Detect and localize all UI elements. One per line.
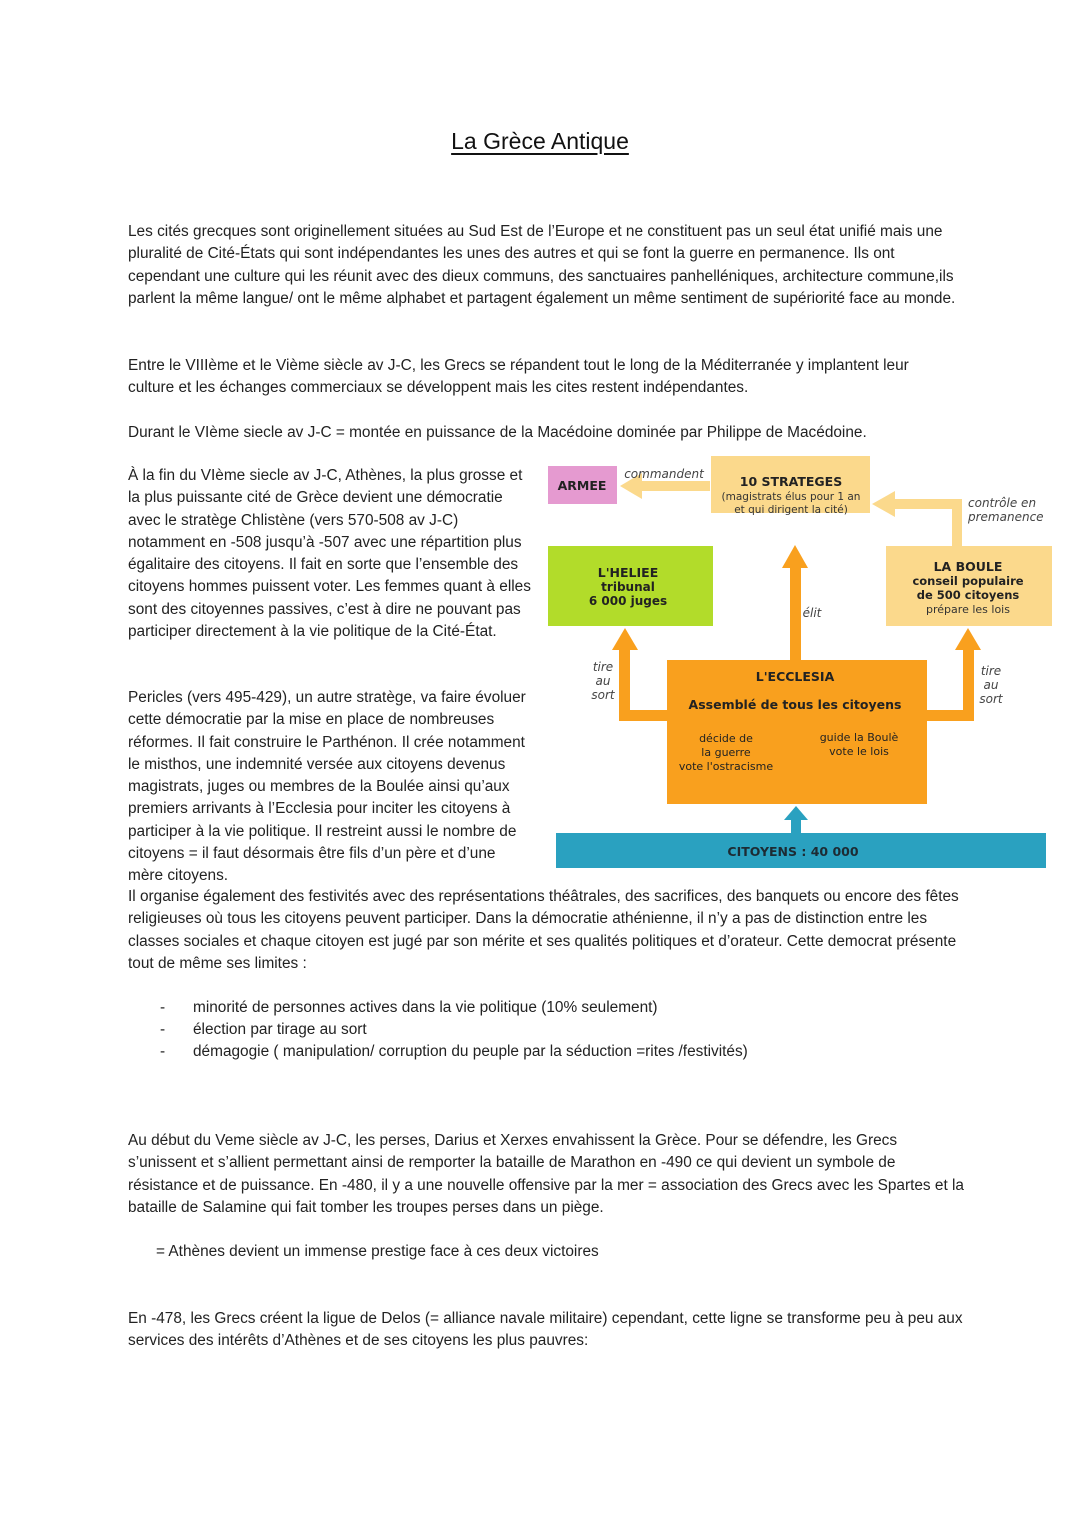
elit-label: élit <box>802 606 822 620</box>
strateges-sub-2: et qui dirigent la cité) <box>734 504 848 516</box>
boule-title: LA BOULE <box>933 559 1003 574</box>
tire-au-sort-left-arrow <box>612 628 669 721</box>
sort-label-left: sort <box>591 688 615 702</box>
commandent-label: commandent <box>624 467 704 481</box>
ecclesia-title: L'ECCLESIA <box>755 669 835 684</box>
citoyens-arrow <box>784 806 808 833</box>
tire-au-sort-right-arrow <box>926 628 981 721</box>
tire-label-right: tire <box>980 664 1002 678</box>
sort-label-right: sort <box>979 692 1003 706</box>
paragraph-mediterranee: Entre le VIIIème et le Vième siècle av J-C, les Grecs se répandent tout le long de la Méditerranée y implantent leur culture et les échanges commerciaux se développent mais les cites restent indépendantes. <box>128 357 909 397</box>
paragraph-ligue-delos: En -478, les Grecs créent la ligue de Delos (= alliance navale militaire) cependant, cette ligne se transforme peu à peu aux services des intérêts d’Athènes et de ses citoyens les plus pauvres: <box>128 1310 963 1350</box>
tire-label-left: tire <box>592 660 614 674</box>
paragraph-prestige: = Athènes devient un immense prestige face à ces deux victoires <box>156 1243 599 1260</box>
elit-arrow <box>782 545 808 660</box>
ecclesia-right-1: guide la Boulè <box>819 731 899 744</box>
ecclesia-left-3: vote l'ostracisme <box>678 760 774 773</box>
paragraph-cites-grecques: Les cités grecques sont originellement situées au Sud Est de l’Europe et ne constituent pas un seul état unifié mais une pluralité de Cité-États qui sont indépendantes les unes des autres et qui se font la guerre en permanence. Ils ont cependant une culture qui les réunit avec des dieux communs, des sanctuaires panhelléniques, architecture commune,ils parlent la même langue/ ont le même alphabet et partagent également un même sentiment de supériorité face au monde. <box>128 223 956 307</box>
citoyens-label: CITOYENS : 40 000 <box>727 844 859 859</box>
limit-item-text: démagogie ( manipulation/ corruption du peuple par la séduction =rites /festivités) <box>193 1043 748 1060</box>
paragraph-pericles: Pericles (vers 495-429), un autre stratège, va faire évoluer cette démocratie par la mise en place de nombreuses réformes. Il fait construire le Parthénon. Il crée notamment le misthos, une indemnité versée aux citoyens devenus magistrats, juges ou membres de la Boulée ainsi qu’aux premiers arrivants à l’Ecclesia pour inciter les citoyens à participer à la vie politique. Il restreint aussi le nombre de citoyens = il faut désormais être fils d’un père et d’une mère citoyens. <box>128 689 526 885</box>
strateges-sub-1: (magistrats élus pour 1 an <box>721 491 861 503</box>
bullet-dash: - <box>160 1043 166 1060</box>
institutions-diagram <box>540 450 1060 875</box>
controle-arrow <box>872 491 962 547</box>
paragraph-festivites: Il organise également des festivités avec des représentations théâtrales, des sacrifices, des banquets ou encore des fêtes religieuses où tous les citoyens peuvent participer. Dans la démocratie athénienne, il n’y a pas de distinction entre les classes sociales et chaque citoyen est jugé par son mérite et ses qualités politiques et d’orateur. Cette democrat présente tout de même ses limites : <box>128 888 959 972</box>
controle-label-2: premanence <box>968 510 1044 524</box>
limit-item-text: élection par tirage au sort <box>193 1021 367 1038</box>
boule-sub-2: de 500 citoyens <box>916 588 1020 602</box>
strateges-title: 10 STRATEGES <box>739 474 843 489</box>
boule-sub-1: conseil populaire <box>912 574 1024 588</box>
heliee-sub-2: 6 000 juges <box>588 594 668 608</box>
ecclesia-left-2: la guerre <box>701 746 751 759</box>
ecclesia-sub: Assemblé de tous les citoyens <box>688 697 902 712</box>
heliee-title: L'HELIEE <box>597 565 659 580</box>
boule-sub-3: prépare les lois <box>926 603 1010 616</box>
controle-label-1: contrôle en <box>968 496 1037 510</box>
au-label-left: au <box>595 674 611 688</box>
paragraph-macedoine: Durant le VIème siecle av J-C = montée en puissance de la Macédoine dominée par Philippe de Macédoine. <box>128 424 867 441</box>
ecclesia-left-1: décide de <box>699 732 753 745</box>
au-label-right: au <box>983 678 999 692</box>
bullet-dash: - <box>160 1021 166 1038</box>
limit-item-text: minorité de personnes actives dans la vie politique (10% seulement) <box>193 999 658 1016</box>
armee-label: ARMEE <box>557 478 607 493</box>
ecclesia-right-2: vote le lois <box>829 745 889 758</box>
paragraph-athenes-democratie: À la fin du VIème siecle av J-C, Athènes, la plus grosse et la plus puissante cité de Grèce devient une démocratie avec le stratège Chlistène (vers 570-508 av J-C) notamment en -508 jusqu’à -507 avec une répartition plus égalitaire des citoyens. Il fait en sorte que l’ensemble des citoyens hommes puissent voter. Les femmes quant à elles sont des citoyennes passives, c’est à dire ne pouvant pas participer directement à la vie politique de la Cité-État. <box>128 467 531 641</box>
paragraph-guerres-mediques: Au début du Veme siècle av J-C, les perses, Darius et Xerxes envahissent la Grèce. Pour se défendre, les Grecs s’unissent et s’allient permettant ainsi de remporter la bataille de Marathon en -490 ce qui devient un symbole de résistance et de puissance. En -480, il y a une nouvelle offensive par la mer = association des Grecs avec les Spartes et la bataille de Salamine qui fait tomber les troupes perses dans un piège. <box>128 1132 964 1216</box>
heliee-sub-1: tribunal <box>601 580 655 594</box>
page-title: La Grèce Antique <box>451 128 629 154</box>
bullet-dash: - <box>160 999 166 1016</box>
